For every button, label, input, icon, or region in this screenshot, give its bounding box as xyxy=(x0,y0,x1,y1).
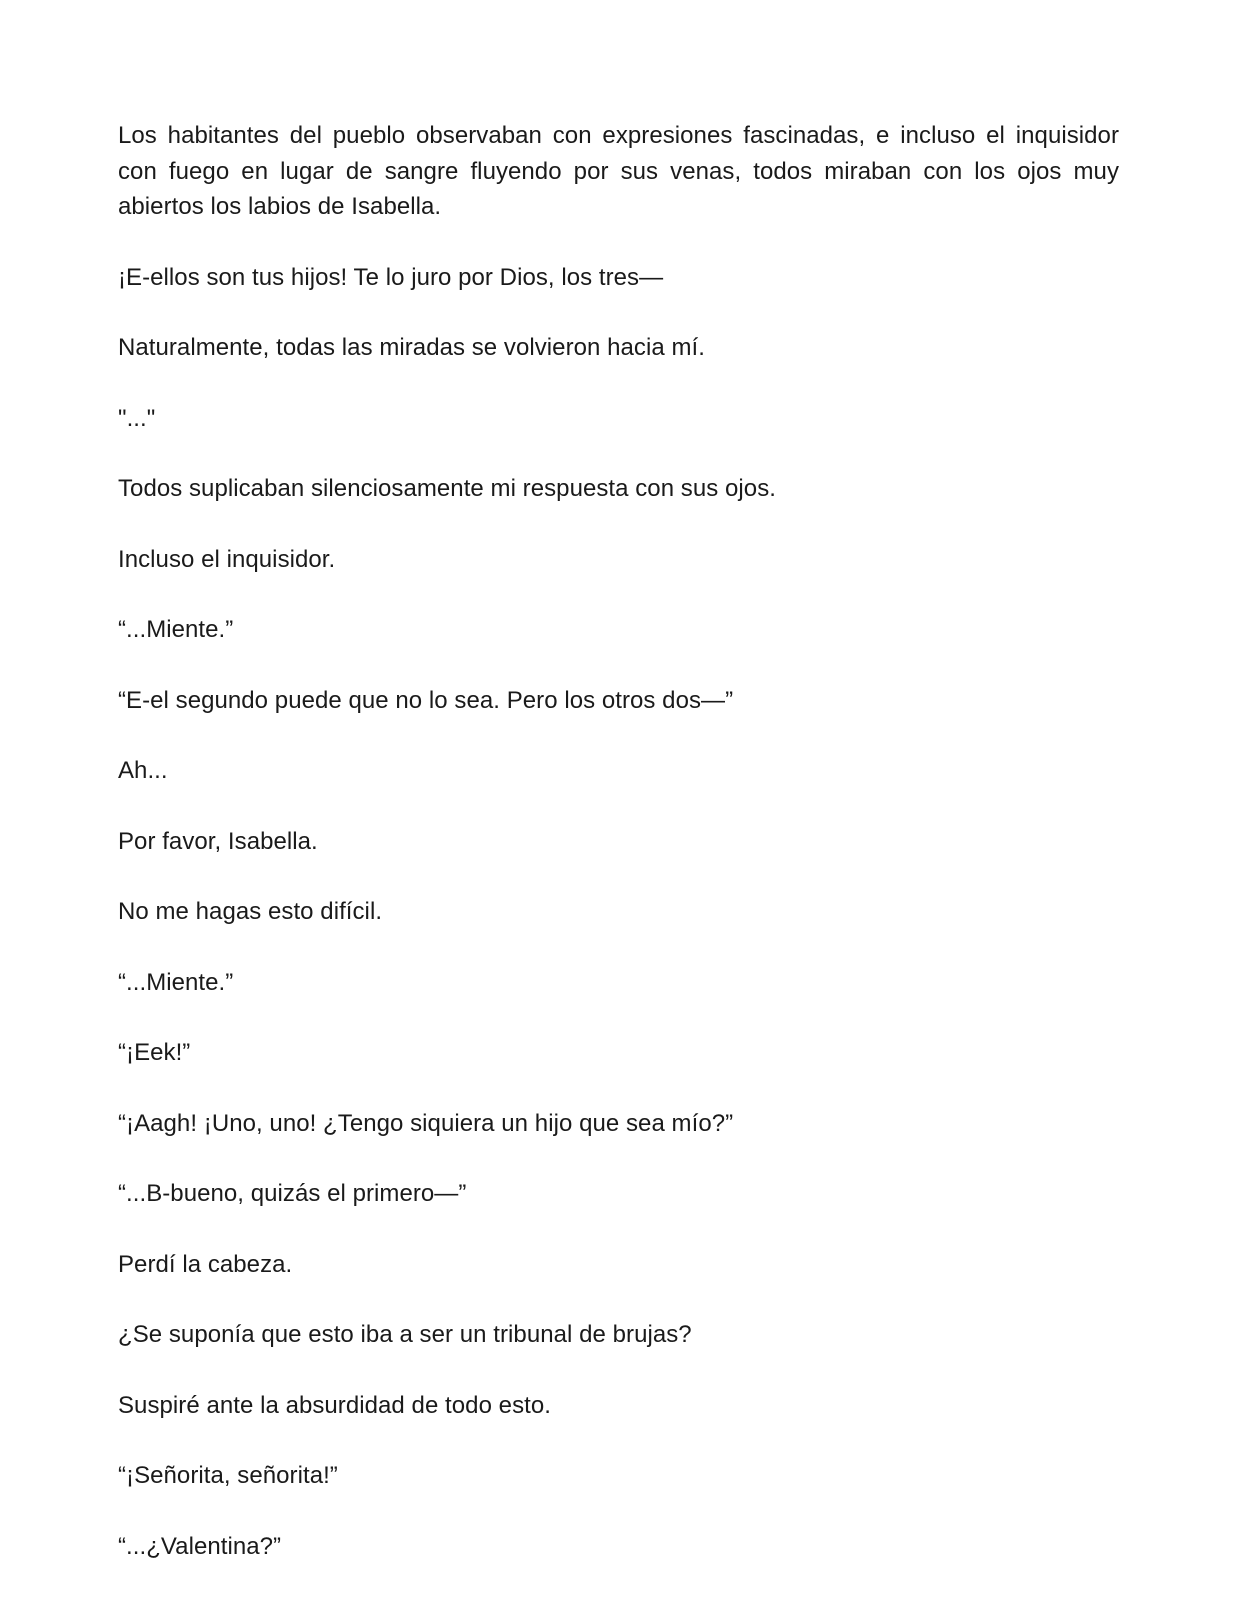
paragraph-10: Por favor, Isabella. xyxy=(118,827,318,855)
paragraph-8: “E-el segundo puede que no lo sea. Pero los otros dos—” xyxy=(118,686,734,714)
document-page xyxy=(118,118,1119,1599)
paragraph-1: Los habitantes del pueblo observaban con expresiones fascinadas, e incluso el inquisidor con fuego en lugar de sangre fluyendo por sus venas, todos miraban con los ojos muy abiertos los labios de Isabella. xyxy=(118,122,1119,220)
paragraph-16: Perdí la cabeza. xyxy=(118,1250,293,1278)
paragraph-9: Ah... xyxy=(118,757,168,784)
paragraph-7: “...Miente.” xyxy=(118,616,234,643)
paragraph-19: “¡Señorita, señorita!” xyxy=(118,1462,338,1489)
paragraph-15: “...B-bueno, quizás el primero—” xyxy=(118,1180,467,1207)
paragraph-17: ¿Se suponía que esto iba a ser un tribunal de brujas? xyxy=(118,1321,692,1348)
paragraph-11: No me hagas esto difícil. xyxy=(118,898,383,925)
paragraph-4: "..." xyxy=(118,404,156,432)
paragraph-14: “¡Aagh! ¡Uno, uno! ¿Tengo siquiera un hijo que sea mío?” xyxy=(118,1109,734,1137)
paragraph-18: Suspiré ante la absurdidad de todo esto. xyxy=(118,1391,551,1419)
paragraph-2: ¡E-ellos son tus hijos! Te lo juro por Dios, los tres— xyxy=(118,263,664,291)
paragraph-5: Todos suplicaban silenciosamente mi respuesta con sus ojos. xyxy=(118,475,776,502)
paragraph-6: Incluso el inquisidor. xyxy=(118,545,336,573)
paragraph-20: “...¿Valentina?” xyxy=(118,1532,282,1560)
paragraph-12: “...Miente.” xyxy=(118,968,234,996)
paragraph-13: “¡Eek!” xyxy=(118,1039,191,1066)
paragraph-3: Naturalmente, todas las miradas se volvieron hacia mí. xyxy=(118,334,705,361)
